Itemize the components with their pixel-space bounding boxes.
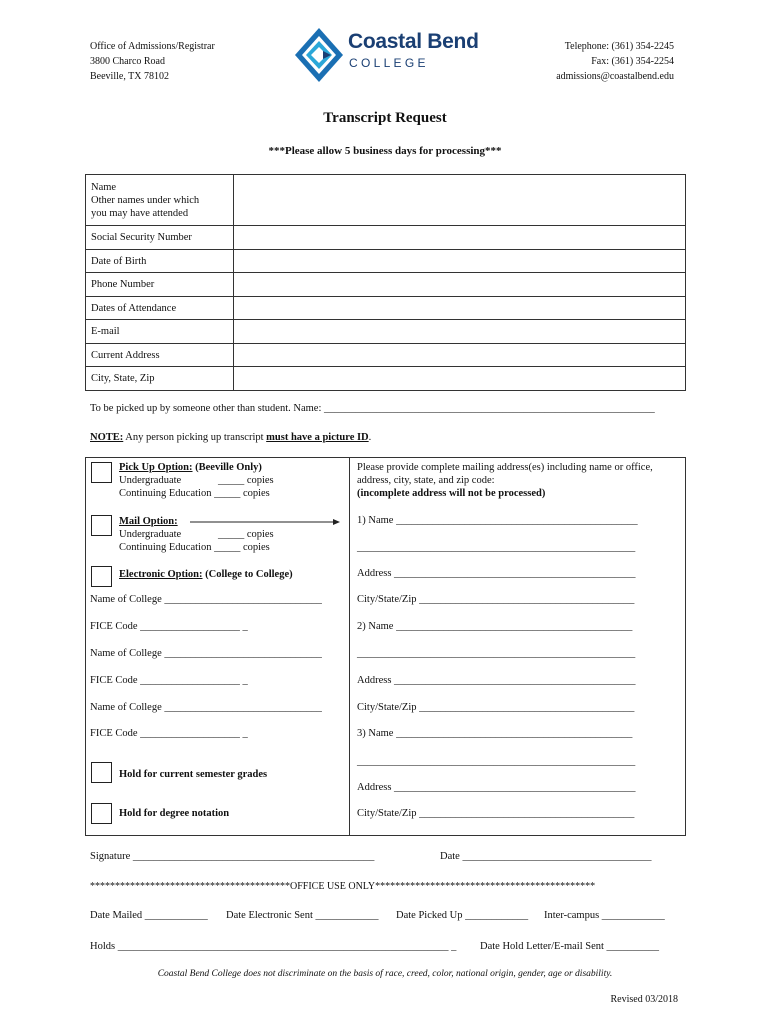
hold-current-label: Hold for current semester grades xyxy=(119,769,268,780)
electronic-option xyxy=(119,568,293,581)
telephone: Telephone: (361) 354-2245 xyxy=(564,41,674,52)
field-label-other-names: Other names under which you may have attended xyxy=(91,194,200,219)
field-label-dob: Date of Birth xyxy=(86,250,234,273)
mail-checkbox[interactable] xyxy=(91,515,112,536)
pickup-other-line[interactable]: To be picked up by someone other than student. Name: _______________________________________________________________ xyxy=(90,403,655,414)
fice-code-2[interactable]: FICE Code ___________________ _ xyxy=(90,675,248,686)
date-hold-letter: Date Hold Letter/E-mail Sent __________ xyxy=(480,941,660,952)
recipient-3-city[interactable]: City/State/Zip _________________________________________ xyxy=(357,808,635,819)
mail-instructions xyxy=(357,461,653,500)
recipient-2-city[interactable]: City/State/Zip _________________________________________ xyxy=(357,702,635,713)
pickup-ce-copies[interactable]: Continuing Education _____ copies xyxy=(119,488,270,499)
attendance-input[interactable] xyxy=(233,297,685,320)
logo-name: Coastal Bend xyxy=(348,30,479,53)
pickup-qualifier: (Beeville Only) xyxy=(192,462,262,473)
date-mailed: Date Mailed ____________ xyxy=(90,910,208,921)
logo-mark-icon xyxy=(293,26,345,84)
signature-line[interactable]: Signature ______________________________________________ xyxy=(90,851,375,862)
office-address xyxy=(90,39,215,84)
office-name: Office of Admissions/Registrar xyxy=(90,41,215,52)
mail-title: Mail Option: xyxy=(119,516,178,527)
city-address: Beeville, TX 78102 xyxy=(90,71,169,82)
city-state-zip-input[interactable] xyxy=(233,367,685,391)
contact-info xyxy=(556,39,674,84)
recipient-2-name[interactable]: 2) Name _____________________________________________ xyxy=(357,621,633,632)
recipient-3-address[interactable]: Address ______________________________________________ xyxy=(357,782,636,793)
email-contact: admissions@coastalbend.edu xyxy=(556,71,674,82)
note-end: . xyxy=(368,432,372,443)
pickup-undergrad-copies[interactable]: Undergraduate _____ copies xyxy=(119,475,274,486)
processing-notice: ***Please allow 5 business days for processing*** xyxy=(268,145,502,157)
mail-ce-copies[interactable]: Continuing Education _____ copies xyxy=(119,542,270,553)
fax: Fax: (361) 354-2254 xyxy=(591,56,674,67)
field-label-names xyxy=(86,175,234,226)
electronic-qualifier: (College to College) xyxy=(202,569,293,580)
recipient-3-name[interactable]: 3) Name _____________________________________________ xyxy=(357,728,633,739)
field-label-name: Name xyxy=(91,181,117,193)
note-emphasis: must have a picture ID xyxy=(266,432,369,443)
logo-subtitle: COLLEGE xyxy=(349,56,429,70)
recipient-1-line2[interactable]: _____________________________________________________ xyxy=(357,542,636,553)
recipient-1-address[interactable]: Address ______________________________________________ xyxy=(357,568,636,579)
note-label: NOTE: xyxy=(90,432,124,443)
mail-undergrad-copies[interactable]: Undergraduate _____ copies xyxy=(119,529,274,540)
revision-date: Revised 03/2018 xyxy=(610,994,678,1005)
ssn-input[interactable] xyxy=(233,226,685,250)
hold-degree-label: Hold for degree notation xyxy=(119,808,230,819)
signature-date-line[interactable]: Date ____________________________________ xyxy=(440,851,652,862)
field-label-attendance: Dates of Attendance xyxy=(86,297,234,320)
nondiscrimination-statement: Coastal Bend College does not discriminate on the basis of race, creed, color, national origin, gender, age or disability. xyxy=(157,969,613,979)
field-label-email: E-mail xyxy=(86,320,234,344)
pickup-checkbox[interactable] xyxy=(91,462,112,483)
field-label-phone: Phone Number xyxy=(86,273,234,297)
arrow-right-icon xyxy=(190,519,340,525)
field-label-city-state-zip: City, State, Zip xyxy=(86,367,234,391)
date-picked-up: Date Picked Up ____________ xyxy=(396,910,529,921)
hold-current-checkbox[interactable] xyxy=(91,762,112,783)
address-input[interactable] xyxy=(233,344,685,367)
date-electronic-sent: Date Electronic Sent ____________ xyxy=(226,910,379,921)
recipient-2-address[interactable]: Address ______________________________________________ xyxy=(357,675,636,686)
field-label-ssn: Social Security Number xyxy=(86,226,234,250)
mail-instructions-line2: address, city, state, and zip code: xyxy=(357,475,495,486)
hold-degree-checkbox[interactable] xyxy=(91,803,112,824)
page-title: Transcript Request xyxy=(323,110,447,126)
inter-campus: Inter-campus ____________ xyxy=(544,910,665,921)
holds-line: Holds _______________________________________________________________ _ xyxy=(90,941,457,952)
dob-input[interactable] xyxy=(233,250,685,273)
mail-instructions-line1: Please provide complete mailing address(es) including name or office, xyxy=(357,462,653,473)
college-name-3[interactable]: Name of College ______________________________ xyxy=(90,702,322,713)
note-text: Any person picking up transcript xyxy=(123,432,267,443)
pickup-title: Pick Up Option: xyxy=(119,462,193,473)
email-input[interactable] xyxy=(233,320,685,344)
recipient-3-line2[interactable]: _____________________________________________________ xyxy=(357,756,636,767)
office-use-banner: ****************************************OFFICE USE ONLY******************************************** xyxy=(90,881,596,892)
fice-code-3[interactable]: FICE Code ___________________ _ xyxy=(90,728,248,739)
recipient-1-name[interactable]: 1) Name ______________________________________________ xyxy=(357,515,638,526)
column-divider xyxy=(349,457,350,836)
student-info-table xyxy=(85,174,686,391)
pickup-option xyxy=(119,461,274,500)
field-label-address: Current Address xyxy=(86,344,234,367)
recipient-1-city[interactable]: City/State/Zip _________________________________________ xyxy=(357,594,635,605)
electronic-checkbox[interactable] xyxy=(91,566,112,587)
college-name-1[interactable]: Name of College ______________________________ xyxy=(90,594,322,605)
mail-instructions-warning: (incomplete address will not be processed) xyxy=(357,488,546,499)
name-input[interactable] xyxy=(233,175,685,226)
fice-code-1[interactable]: FICE Code ___________________ _ xyxy=(90,621,248,632)
electronic-title: Electronic Option: xyxy=(119,569,203,580)
street-address: 3800 Charco Road xyxy=(90,56,165,67)
college-logo xyxy=(293,26,478,86)
college-name-2[interactable]: Name of College ______________________________ xyxy=(90,648,322,659)
phone-input[interactable] xyxy=(233,273,685,297)
picture-id-note xyxy=(90,432,371,443)
recipient-2-line2[interactable]: _____________________________________________________ xyxy=(357,648,636,659)
